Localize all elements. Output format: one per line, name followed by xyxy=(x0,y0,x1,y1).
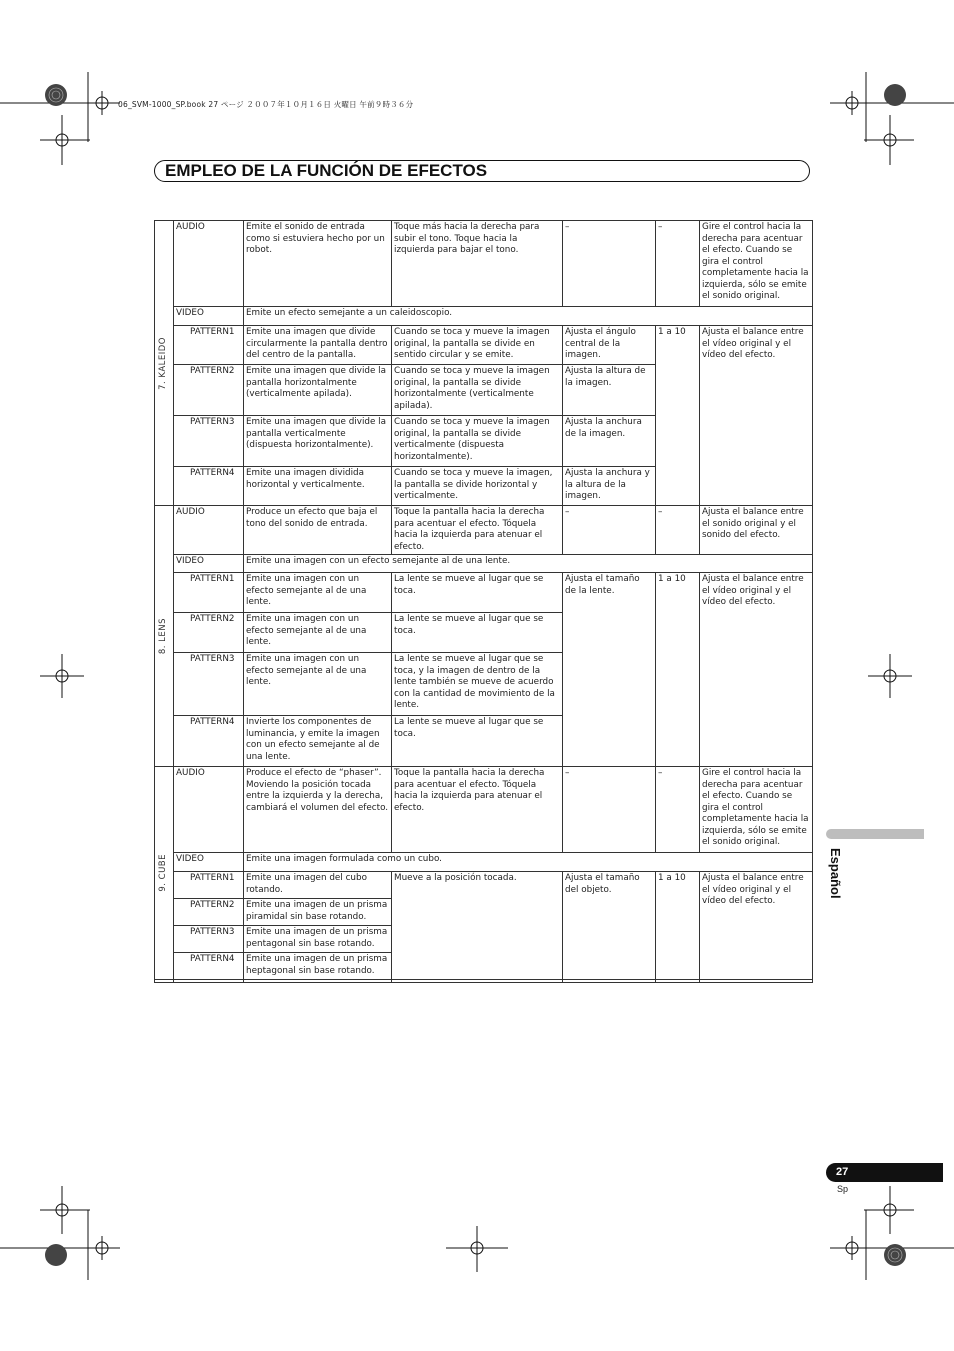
parameter-range: – xyxy=(656,506,700,555)
effect-name: AUDIO xyxy=(174,221,244,307)
parameter-range: 1 a 10 xyxy=(656,573,700,767)
page-title: EMPLEO DE LA FUNCIÓN DE EFECTOS xyxy=(165,161,488,180)
effect-description: Produce un efecto que baja el tono del sonido de entrada. xyxy=(244,506,392,555)
parameter-range: – xyxy=(656,221,700,307)
pattern-description: Emite una imagen que divide la pantalla verticalmente (dispuesta horizontalmente). xyxy=(244,416,392,467)
table-row xyxy=(155,506,813,555)
touch-operation: Cuando se toca y mueve la imagen, la pantalla se divide horizontal y verticalmente. xyxy=(392,467,563,506)
effect-description: Emite el sonido de entrada como si estuviera hecho por un robot. xyxy=(244,221,392,307)
touch-operation: Cuando se toca y mueve la imagen original, la pantalla se divide verticalmente (dispuesta horizontalmente). xyxy=(392,416,563,467)
pattern-description: Emite una imagen que divide la pantalla horizontalmente (verticalmente apilada). xyxy=(244,365,392,416)
touch-operation: Mueve a la posición tocada. xyxy=(392,872,563,980)
pattern-description: Emite una imagen que divide circularmente la pantalla dentro del centro de la pantalla. xyxy=(244,326,392,365)
table-row xyxy=(155,853,813,872)
pattern-name: PATTERN2 xyxy=(174,899,244,926)
table-row xyxy=(155,573,813,613)
adjust-parameter: Ajusta la anchura de la imagen. xyxy=(563,416,656,467)
table-row xyxy=(155,767,813,853)
touch-operation: La lente se mueve al lugar que se toca. xyxy=(392,613,563,653)
section-label: 8. LENS xyxy=(158,617,169,655)
adjust-parameter: Ajusta la anchura y la altura de la imagen. xyxy=(563,467,656,506)
effect-name: VIDEO xyxy=(174,853,244,872)
pattern-name: PATTERN3 xyxy=(174,926,244,953)
touch-operation: Cuando se toca y mueve la imagen original, la pantalla se divide horizontalmente (verticalmente apilada). xyxy=(392,365,563,416)
pattern-name: PATTERN3 xyxy=(174,653,244,716)
adjust-parameter: – xyxy=(563,767,656,853)
pattern-description: Emite una imagen de un prisma piramidal sin base rotando. xyxy=(244,899,392,926)
table-row xyxy=(155,326,813,365)
page-number: 27 xyxy=(836,1166,849,1178)
pattern-description: Emite una imagen del cubo rotando. xyxy=(244,872,392,899)
effect-name: AUDIO xyxy=(174,767,244,853)
pattern-name: PATTERN1 xyxy=(174,573,244,613)
effect-description: Produce el efecto de “phaser”. Moviendo la posición tocada entre la izquierda y la derecha, cambiará el volumen del efecto. xyxy=(244,767,392,853)
table-row xyxy=(155,307,813,326)
page-language-code: Sp xyxy=(837,1184,849,1194)
adjust-parameter: Ajusta el tamaño de la lente. xyxy=(563,573,656,767)
control-function: Ajusta el balance entre el sonido original y el sonido del efecto. xyxy=(700,506,813,555)
language-tab xyxy=(828,848,848,908)
section-label: 9. CUBE xyxy=(158,854,169,892)
touch-operation: La lente se mueve al lugar que se toca, y la imagen de dentro de la lente también se mueve de acuerdo con la cantidad de movimiento de la lente. xyxy=(392,653,563,716)
pattern-description: Emite una imagen con un efecto semejante al de una lente. xyxy=(244,613,392,653)
effect-description: Emite una imagen formulada como un cubo. xyxy=(244,853,813,872)
control-function: Ajusta el balance entre el vídeo original y el vídeo del efecto. xyxy=(700,872,813,980)
section-label: 7. KALEIDO xyxy=(158,336,169,390)
pattern-name: PATTERN2 xyxy=(174,365,244,416)
touch-operation: Cuando se toca y mueve la imagen original, la pantalla se divide en sentido circular y se emite. xyxy=(392,326,563,365)
parameter-range: – xyxy=(656,767,700,853)
touch-operation: Toque la pantalla hacia la derecha para acentuar el efecto. Tóquela hacia la izquierda para atenuar el efecto. xyxy=(392,506,563,555)
section-label-cell xyxy=(155,506,174,767)
pattern-description: Emite una imagen dividida horizontal y verticalmente. xyxy=(244,467,392,506)
adjust-parameter: – xyxy=(563,221,656,307)
section-label-cell xyxy=(155,767,174,980)
language-label: Español xyxy=(828,848,843,899)
side-tab-bar xyxy=(826,829,924,839)
control-function: Ajusta el balance entre el vídeo original y el vídeo del efecto. xyxy=(700,573,813,767)
pattern-description: Emite una imagen de un prisma pentagonal sin base rotando. xyxy=(244,926,392,953)
pattern-name: PATTERN4 xyxy=(174,953,244,980)
pattern-description: Emite una imagen con un efecto semejante al de una lente. xyxy=(244,653,392,716)
effect-name: VIDEO xyxy=(174,555,244,573)
table-row xyxy=(155,555,813,573)
effect-name: AUDIO xyxy=(174,506,244,555)
section-label-cell xyxy=(155,221,174,506)
pattern-name: PATTERN1 xyxy=(174,872,244,899)
table-row xyxy=(155,872,813,899)
adjust-parameter: Ajusta el tamaño del objeto. xyxy=(563,872,656,980)
touch-operation: La lente se mueve al lugar que se toca. xyxy=(392,573,563,613)
adjust-parameter: – xyxy=(563,506,656,555)
effect-description: Emite un efecto semejante a un caleidoscopio. xyxy=(244,307,813,326)
parameter-range: 1 a 10 xyxy=(656,326,700,506)
pattern-name: PATTERN2 xyxy=(174,613,244,653)
pattern-name: PATTERN1 xyxy=(174,326,244,365)
adjust-parameter: Ajusta el ángulo central de la imagen. xyxy=(563,326,656,365)
control-function: Gire el control hacia la derecha para acentuar el efecto. Cuando se gira el control completamente hacia la izquierda, sólo se emite el sonido original. xyxy=(700,221,813,307)
effects-table xyxy=(154,220,813,983)
touch-operation: Toque la pantalla hacia la derecha para acentuar el efecto. Tóquela hacia la izquierda para atenuar el efecto. xyxy=(392,767,563,853)
control-function: Gire el control hacia la derecha para acentuar el efecto. Cuando se gira el control completamente hacia la izquierda, sólo se emite el sonido original. xyxy=(700,767,813,853)
table-row xyxy=(155,221,813,307)
pattern-name: PATTERN3 xyxy=(174,416,244,467)
touch-operation: Toque más hacia la derecha para subir el tono. Toque hacia la izquierda para bajar el tono. xyxy=(392,221,563,307)
effect-name: VIDEO xyxy=(174,307,244,326)
adjust-parameter: Ajusta la altura de la imagen. xyxy=(563,365,656,416)
pattern-name: PATTERN4 xyxy=(174,467,244,506)
control-function: Ajusta el balance entre el vídeo original y el vídeo del efecto. xyxy=(700,326,813,506)
effect-description: Emite una imagen con un efecto semejante al de una lente. xyxy=(244,555,813,573)
pattern-name: PATTERN4 xyxy=(174,716,244,767)
pattern-description: Emite una imagen de un prisma heptagonal sin base rotando. xyxy=(244,953,392,980)
pattern-description: Emite una imagen con un efecto semejante al de una lente. xyxy=(244,573,392,613)
touch-operation: La lente se mueve al lugar que se toca. xyxy=(392,716,563,767)
parameter-range: 1 a 10 xyxy=(656,872,700,980)
print-header: 06_SVM-1000_SP.book 27 ページ ２００７年１０月１６日 火曜日 午前９時３６分 xyxy=(118,100,414,109)
pattern-description: Invierte los componentes de luminancia, y emite la imagen con un efecto semejante al de una lente. xyxy=(244,716,392,767)
